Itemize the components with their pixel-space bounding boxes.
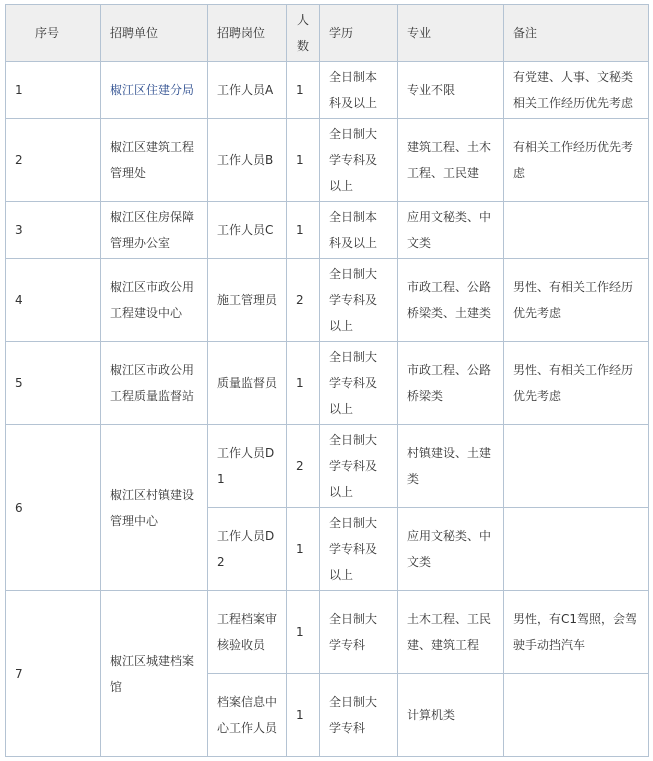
cell-major: 市政工程、公路桥梁类 (398, 342, 504, 425)
cell-major: 市政工程、公路桥梁类、土建类 (398, 259, 504, 342)
cell-education: 全日制大学专科及以上 (320, 119, 398, 202)
cell-position: 工作人员B (208, 119, 287, 202)
cell-education: 全日制本科及以上 (320, 62, 398, 119)
cell-education: 全日制大学专科 (320, 674, 398, 757)
header-count (287, 5, 320, 62)
cell-count: 1 (287, 119, 320, 202)
cell-unit: 椒江区市政公用工程建设中心 (101, 259, 208, 342)
cell-note: 男性、有相关工作经历优先考虑 (504, 342, 649, 425)
cell-seq: 4 (6, 259, 101, 342)
header-seq: 序号 (6, 5, 101, 62)
table-row (6, 342, 649, 425)
cell-position: 工作人员C (208, 202, 287, 259)
cell-position: 工程档案审核验收员 (208, 591, 287, 674)
cell-seq: 6 (6, 425, 101, 591)
cell-note (504, 674, 649, 757)
cell-major: 计算机类 (398, 674, 504, 757)
cell-count: 2 (287, 425, 320, 508)
cell-seq: 3 (6, 202, 101, 259)
header-position: 招聘岗位 (208, 5, 287, 62)
cell-seq: 1 (6, 62, 101, 119)
cell-note (504, 202, 649, 259)
cell-position: 工作人员D2 (208, 508, 287, 591)
cell-position: 工作人员A (208, 62, 287, 119)
cell-note: 有相关工作经历优先考虑 (504, 119, 649, 202)
cell-education: 全日制大学专科及以上 (320, 342, 398, 425)
cell-seq: 5 (6, 342, 101, 425)
cell-major: 土木工程、工民建、建筑工程 (398, 591, 504, 674)
cell-count: 1 (287, 62, 320, 119)
table-row (6, 62, 649, 119)
cell-major: 村镇建设、土建类 (398, 425, 504, 508)
cell-count: 1 (287, 202, 320, 259)
table-row (6, 119, 649, 202)
cell-education: 全日制大学专科及以上 (320, 425, 398, 508)
table-row (6, 591, 649, 674)
header-unit: 招聘单位 (101, 5, 208, 62)
cell-count: 1 (287, 674, 320, 757)
cell-unit: 椒江区住房保障管理办公室 (101, 202, 208, 259)
cell-unit: 椒江区村镇建设管理中心 (101, 425, 208, 591)
cell-seq: 2 (6, 119, 101, 202)
cell-education: 全日制大学专科及以上 (320, 259, 398, 342)
header-education: 学历 (320, 5, 398, 62)
cell-position: 档案信息中心工作人员 (208, 674, 287, 757)
recruitment-table (5, 4, 649, 757)
cell-unit: 椒江区市政公用工程质量监督站 (101, 342, 208, 425)
cell-position: 施工管理员 (208, 259, 287, 342)
cell-note: 男性，有C1驾照，会驾驶手动挡汽车 (504, 591, 649, 674)
cell-note: 有党建、人事、文秘类相关工作经历优先考虑 (504, 62, 649, 119)
cell-unit-link[interactable]: 椒江区住建分局 (101, 62, 208, 119)
cell-unit: 椒江区城建档案馆 (101, 591, 208, 757)
cell-education: 全日制大学专科及以上 (320, 508, 398, 591)
cell-note (504, 508, 649, 591)
table-header-row (6, 5, 649, 62)
cell-major: 应用文秘类、中文类 (398, 508, 504, 591)
cell-unit: 椒江区建筑工程管理处 (101, 119, 208, 202)
header-major: 专业 (398, 5, 504, 62)
cell-count: 1 (287, 342, 320, 425)
table-row (6, 425, 649, 508)
cell-note (504, 425, 649, 508)
table-row (6, 259, 649, 342)
cell-position: 质量监督员 (208, 342, 287, 425)
cell-education: 全日制本科及以上 (320, 202, 398, 259)
table-row (6, 202, 649, 259)
header-count-label: 人数 (296, 13, 309, 53)
cell-education: 全日制大学专科 (320, 591, 398, 674)
cell-major: 应用文秘类、中文类 (398, 202, 504, 259)
cell-seq: 7 (6, 591, 101, 757)
cell-count: 1 (287, 591, 320, 674)
cell-major: 专业不限 (398, 62, 504, 119)
header-note: 备注 (504, 5, 649, 62)
cell-position: 工作人员D1 (208, 425, 287, 508)
cell-count: 2 (287, 259, 320, 342)
cell-note: 男性、有相关工作经历优先考虑 (504, 259, 649, 342)
cell-count: 1 (287, 508, 320, 591)
cell-major: 建筑工程、土木工程、工民建 (398, 119, 504, 202)
